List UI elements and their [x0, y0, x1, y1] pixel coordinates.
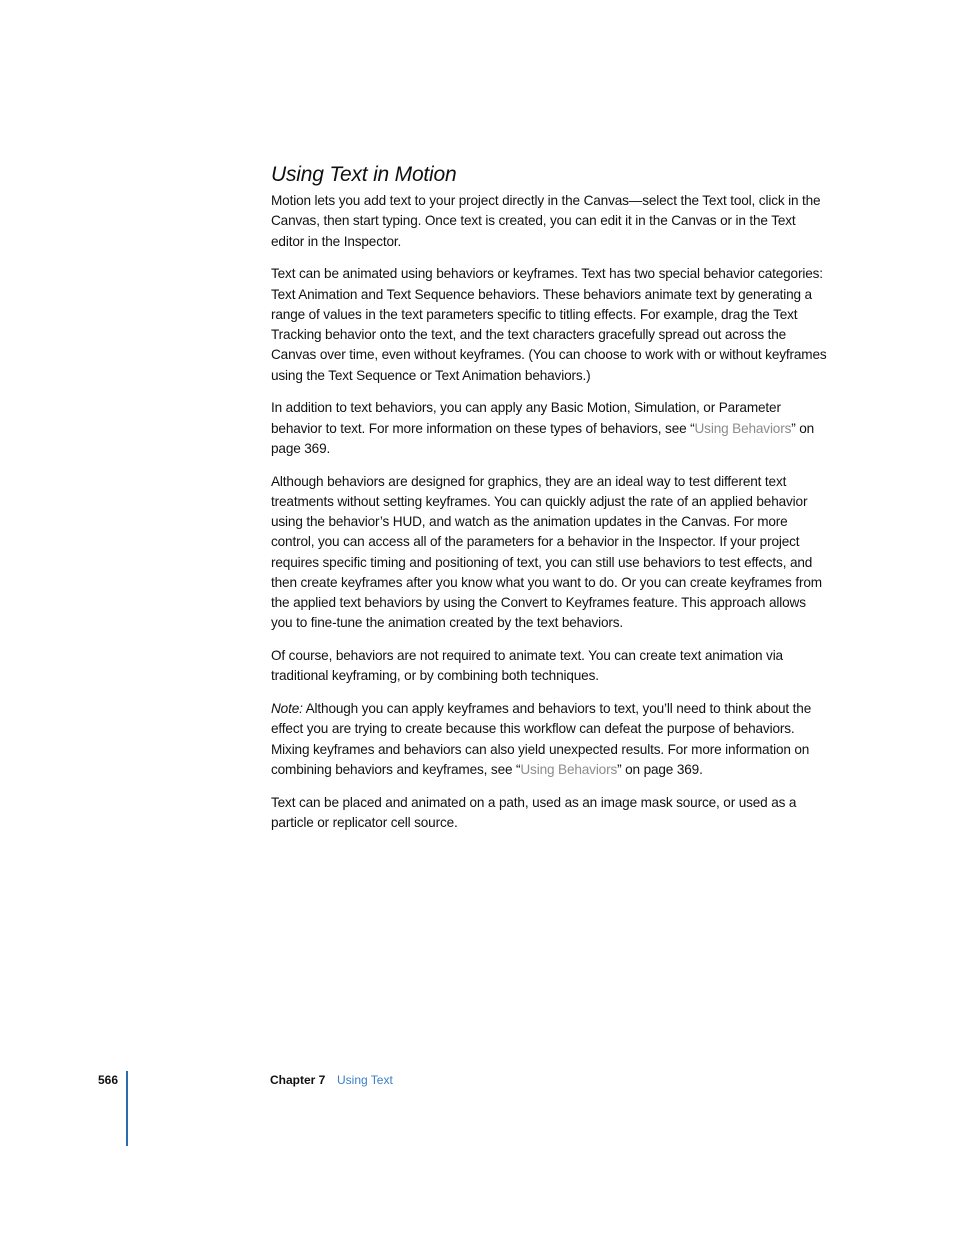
paragraph-text: Although you can apply keyframes and behaviors to text, you’ll need to think about the effect you are trying to create because this workflow can defeat the purpose of behaviors. Mixing keyframes and behaviors can also yield unexpected results. For more information on combining behaviors and keyframes, see “: [271, 701, 812, 777]
paragraph-paths: Text can be placed and animated on a path, used as an image mask source, or used as a particle or replicator cell source.: [271, 794, 797, 830]
using-behaviors-link[interactable]: Using Behaviors: [694, 420, 792, 436]
paragraph-text: ” on page 369.: [617, 761, 703, 777]
note-paragraph: [271, 699, 827, 780]
paragraph-other-behaviors: [271, 398, 827, 459]
footer-section-link[interactable]: Using Text: [337, 1073, 393, 1087]
paragraph-intro: Motion lets you add text to your project directly in the Canvas—select the Text tool, click in the Canvas, then start typing. Once text is created, you can edit it in the Canvas or in the Text editor in the Inspector.: [271, 193, 821, 249]
paragraph-testing-behaviors: Although behaviors are designed for graphics, they are an ideal way to test different text treatments without setting keyframes. You can quickly adjust the rate of an applied behavior using the behavior’s HUD, and watch as the animation updates in the Canvas. For more control, you can access all of the parameters for a behavior in the Inspector. If your project requires specific timing and positioning of text, you can still use behaviors to test effects, and then create keyframes after you know what you want to do. Or you can create keyframes from the applied text behaviors by using the Convert to Keyframes feature. This approach allows you to fine-tune the animation created by the text behaviors.: [271, 473, 822, 631]
footer-chapter-label: Chapter 7: [270, 1073, 326, 1087]
paragraph-text: In addition to text behaviors, you can apply any Basic Motion, Simulation, or Parameter behavior to text. For more information on these types of behaviors, see “: [271, 400, 781, 436]
page-number: 566: [98, 1073, 119, 1087]
using-behaviors-link[interactable]: Using Behaviors: [520, 761, 618, 777]
paragraph-keyframing: Of course, behaviors are not required to animate text. You can create text animation via traditional keyframing, or by combining both techniques.: [271, 648, 783, 684]
paragraph-text: ” on page 369.: [271, 420, 815, 456]
note-label: Note:: [271, 701, 303, 716]
paragraph-animating-text: Text can be animated using behaviors or keyframes. Text has two special behavior categories: Text Animation and Text Sequence behaviors. These behaviors animate text by generating a range of values in the text parameters specific to titling effects. For example, drag the Text Tracking behavior onto the text, and the text characters gracefully spread out across the Canvas over time, even without keyframes. (You can choose to work with or without keyframes using the Text Sequence or Text Animation behaviors.): [271, 266, 827, 383]
section-heading: Using Text in Motion: [271, 163, 457, 186]
page-content: [271, 160, 827, 846]
footer-divider: [126, 1071, 128, 1146]
